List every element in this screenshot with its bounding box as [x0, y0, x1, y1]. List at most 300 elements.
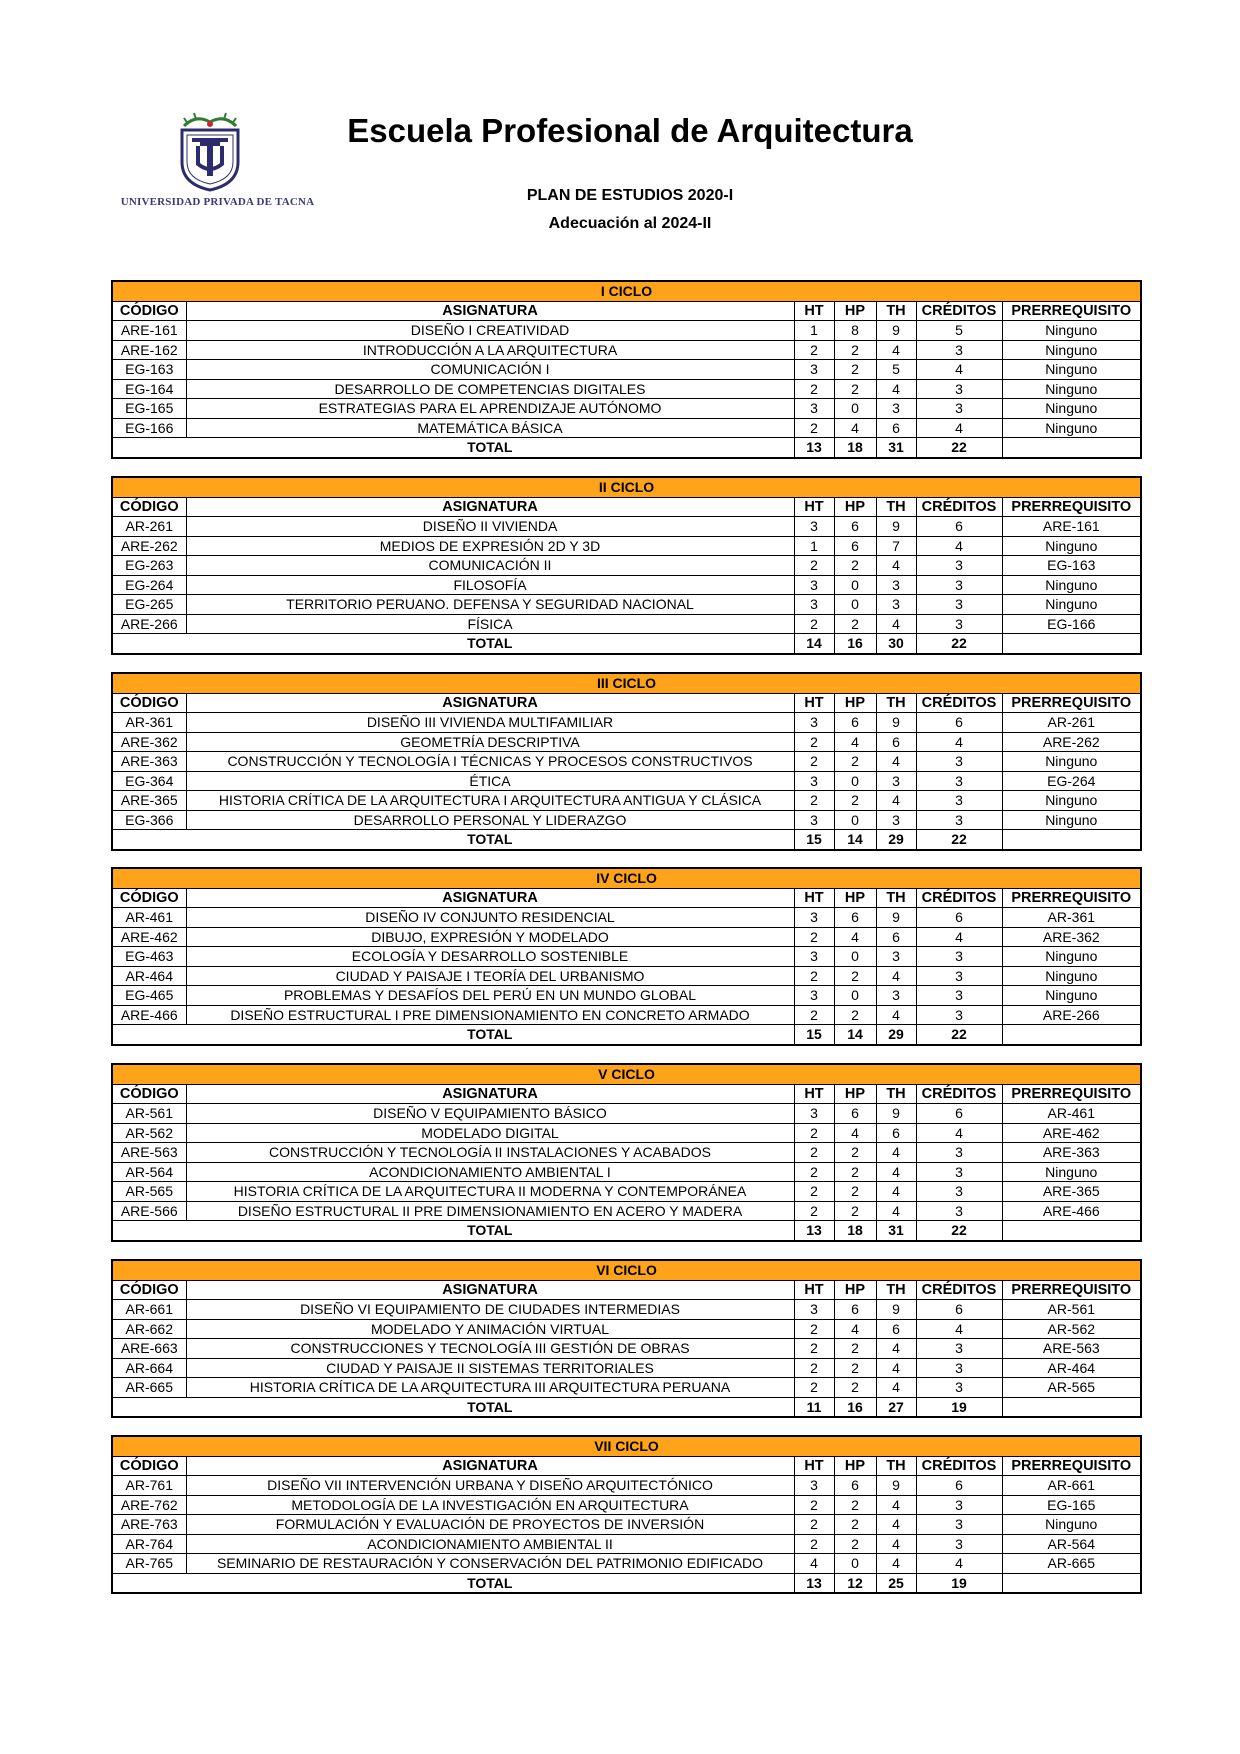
cell-hp: 4: [834, 927, 876, 947]
cell-hp: 0: [834, 810, 876, 830]
total-row: [112, 1397, 1141, 1417]
cell-subject: ÉTICA: [186, 771, 794, 791]
total-value: 18: [834, 438, 876, 458]
cell-hp: 2: [834, 1378, 876, 1398]
cell-ht: 2: [794, 1339, 834, 1359]
table-row: [112, 614, 1141, 634]
cell-hp: 2: [834, 1182, 876, 1202]
column-header-hp: HP: [834, 1084, 876, 1104]
total-label: TOTAL: [186, 1573, 794, 1593]
cell-ht: 2: [794, 927, 834, 947]
cell-ht: 3: [794, 947, 834, 967]
total-value: 31: [876, 438, 916, 458]
table-row: [112, 1476, 1141, 1496]
cell-code: ARE-162: [112, 340, 186, 360]
cell-hp: 6: [834, 536, 876, 556]
table-row: [112, 1495, 1141, 1515]
cell-ht: 3: [794, 399, 834, 419]
cell-th: 6: [876, 1123, 916, 1143]
table-row: [112, 966, 1141, 986]
university-name: UNIVERSIDAD PRIVADA DE TACNA: [120, 196, 315, 208]
cell-hp: 0: [834, 399, 876, 419]
cell-prereq: AR-562: [1002, 1319, 1141, 1339]
cell-prereq: EG-166: [1002, 614, 1141, 634]
table-row: [112, 791, 1141, 811]
column-header-hp: HP: [834, 1456, 876, 1476]
table-row: [112, 986, 1141, 1006]
cell-ht: 3: [794, 810, 834, 830]
cell-th: 3: [876, 399, 916, 419]
cell-ht: 2: [794, 1378, 834, 1398]
total-value: 13: [794, 1573, 834, 1593]
table-row: [112, 713, 1141, 733]
cell-ht: 2: [794, 1515, 834, 1535]
cell-th: 4: [876, 752, 916, 772]
cell-prereq: Ninguno: [1002, 340, 1141, 360]
column-header-credits: CRÉDITOS: [916, 1280, 1002, 1300]
cycle-table: [111, 280, 1142, 459]
cell-credits: 3: [916, 1201, 1002, 1221]
table-row: [112, 1162, 1141, 1182]
total-value: 27: [876, 1397, 916, 1417]
total-row: [112, 1221, 1141, 1241]
total-value: 22: [916, 830, 1002, 850]
cell-subject: GEOMETRÍA DESCRIPTIVA: [186, 732, 794, 752]
cell-hp: 6: [834, 713, 876, 733]
cell-th: 9: [876, 321, 916, 341]
cell-prereq: ARE-365: [1002, 1182, 1141, 1202]
total-value: 18: [834, 1221, 876, 1241]
cell-code: AR-761: [112, 1476, 186, 1496]
column-header-credits: CRÉDITOS: [916, 301, 1002, 321]
cell-ht: 3: [794, 713, 834, 733]
total-value: 13: [794, 438, 834, 458]
column-header-prereq: PRERREQUISITO: [1002, 1456, 1141, 1476]
column-header-credits: CRÉDITOS: [916, 1456, 1002, 1476]
cell-th: 3: [876, 595, 916, 615]
cell-subject: CIUDAD Y PAISAJE II SISTEMAS TERRITORIALES: [186, 1358, 794, 1378]
cell-hp: 0: [834, 575, 876, 595]
cell-th: 4: [876, 1515, 916, 1535]
cell-ht: 3: [794, 986, 834, 1006]
total-value: 22: [916, 438, 1002, 458]
cell-prereq: Ninguno: [1002, 379, 1141, 399]
total-value: 29: [876, 830, 916, 850]
total-label: TOTAL: [186, 634, 794, 654]
cell-ht: 3: [794, 360, 834, 380]
cell-code: ARE-161: [112, 321, 186, 341]
cell-prereq: Ninguno: [1002, 1515, 1141, 1535]
column-header-hp: HP: [834, 888, 876, 908]
total-value: 14: [834, 830, 876, 850]
cell-subject: ESTRATEGIAS PARA EL APRENDIZAJE AUTÓNOMO: [186, 399, 794, 419]
cell-prereq: AR-665: [1002, 1554, 1141, 1574]
cycle-table: [111, 1259, 1142, 1418]
cell-code: EG-263: [112, 556, 186, 576]
table-row: [112, 1300, 1141, 1320]
cell-subject: MODELADO DIGITAL: [186, 1123, 794, 1143]
cell-th: 3: [876, 575, 916, 595]
cell-code: AR-562: [112, 1123, 186, 1143]
cell-hp: 2: [834, 1534, 876, 1554]
cell-credits: 5: [916, 321, 1002, 341]
cell-ht: 3: [794, 771, 834, 791]
cell-prereq: Ninguno: [1002, 399, 1141, 419]
cell-th: 6: [876, 1319, 916, 1339]
cell-subject: HISTORIA CRÍTICA DE LA ARQUITECTURA III ARQUITECTURA PERUANA: [186, 1378, 794, 1398]
cell-ht: 2: [794, 1005, 834, 1025]
cell-hp: 0: [834, 986, 876, 1006]
cell-th: 4: [876, 1378, 916, 1398]
cell-th: 9: [876, 1300, 916, 1320]
cell-prereq: ARE-266: [1002, 1005, 1141, 1025]
cell-prereq: EG-163: [1002, 556, 1141, 576]
cell-credits: 3: [916, 1005, 1002, 1025]
cell-ht: 3: [794, 595, 834, 615]
cell-credits: 6: [916, 713, 1002, 733]
plan-subtitle: PLAN DE ESTUDIOS 2020-I: [526, 187, 734, 204]
cell-hp: 2: [834, 1162, 876, 1182]
cell-code: ARE-363: [112, 752, 186, 772]
column-header-subject: ASIGNATURA: [186, 1084, 794, 1104]
column-header-prereq: PRERREQUISITO: [1002, 693, 1141, 713]
cell-ht: 2: [794, 1495, 834, 1515]
cell-th: 3: [876, 810, 916, 830]
total-value: 29: [876, 1025, 916, 1045]
cell-hp: 2: [834, 752, 876, 772]
cycle-table: [111, 672, 1142, 851]
cycle-title: V CICLO: [112, 1064, 1141, 1084]
cell-subject: DESARROLLO PERSONAL Y LIDERAZGO: [186, 810, 794, 830]
cell-credits: 3: [916, 575, 1002, 595]
column-header-th: TH: [876, 1280, 916, 1300]
total-label: TOTAL: [186, 1221, 794, 1241]
cell-subject: MODELADO Y ANIMACIÓN VIRTUAL: [186, 1319, 794, 1339]
cell-hp: 6: [834, 1476, 876, 1496]
column-header-ht: HT: [794, 693, 834, 713]
total-value: 16: [834, 1397, 876, 1417]
cell-hp: 2: [834, 360, 876, 380]
table-row: [112, 1143, 1141, 1163]
total-value: 19: [916, 1573, 1002, 1593]
table-row: [112, 399, 1141, 419]
cell-code: AR-764: [112, 1534, 186, 1554]
cell-subject: DISEÑO ESTRUCTURAL I PRE DIMENSIONAMIENTO EN CONCRETO ARMADO: [186, 1005, 794, 1025]
university-seal-icon: [176, 112, 244, 192]
cell-credits: 3: [916, 1515, 1002, 1535]
cell-subject: HISTORIA CRÍTICA DE LA ARQUITECTURA I ARQUITECTURA ANTIGUA Y CLÁSICA: [186, 791, 794, 811]
cell-credits: 3: [916, 1378, 1002, 1398]
adequation-subtitle: Adecuación al 2024-II: [548, 215, 712, 232]
cycle-title: II CICLO: [112, 477, 1141, 497]
cell-subject: CONSTRUCCIÓN Y TECNOLOGÍA I TÉCNICAS Y PROCESOS CONSTRUCTIVOS: [186, 752, 794, 772]
cell-th: 4: [876, 1201, 916, 1221]
cell-ht: 2: [794, 791, 834, 811]
cell-code: ARE-563: [112, 1143, 186, 1163]
column-header-code: CÓDIGO: [112, 693, 186, 713]
cell-code: AR-561: [112, 1104, 186, 1124]
cell-ht: 4: [794, 1554, 834, 1574]
total-label: TOTAL: [186, 438, 794, 458]
cell-ht: 2: [794, 752, 834, 772]
column-header-ht: HT: [794, 301, 834, 321]
cell-th: 9: [876, 517, 916, 537]
column-header-prereq: PRERREQUISITO: [1002, 1280, 1141, 1300]
column-header-subject: ASIGNATURA: [186, 888, 794, 908]
table-row: [112, 927, 1141, 947]
column-header-code: CÓDIGO: [112, 1084, 186, 1104]
column-header-hp: HP: [834, 301, 876, 321]
cell-ht: 3: [794, 1104, 834, 1124]
cell-th: 4: [876, 966, 916, 986]
cell-th: 9: [876, 908, 916, 928]
cell-th: 7: [876, 536, 916, 556]
cell-prereq: EG-165: [1002, 1495, 1141, 1515]
cell-code: AR-565: [112, 1182, 186, 1202]
cell-prereq: Ninguno: [1002, 791, 1141, 811]
cell-credits: 4: [916, 360, 1002, 380]
cell-ht: 3: [794, 517, 834, 537]
table-row: [112, 1182, 1141, 1202]
column-header-prereq: PRERREQUISITO: [1002, 497, 1141, 517]
column-header-ht: HT: [794, 497, 834, 517]
table-row: [112, 1201, 1141, 1221]
cell-credits: 3: [916, 947, 1002, 967]
cell-prereq: Ninguno: [1002, 947, 1141, 967]
cycle-table: [111, 867, 1142, 1046]
cell-th: 4: [876, 1162, 916, 1182]
column-header-th: TH: [876, 301, 916, 321]
cell-th: 6: [876, 418, 916, 438]
cell-th: 4: [876, 340, 916, 360]
cell-credits: 3: [916, 399, 1002, 419]
cell-subject: CIUDAD Y PAISAJE I TEORÍA DEL URBANISMO: [186, 966, 794, 986]
cell-th: 4: [876, 1495, 916, 1515]
table-row: [112, 1554, 1141, 1574]
cell-ht: 3: [794, 1476, 834, 1496]
cell-prereq: EG-264: [1002, 771, 1141, 791]
cell-prereq: AR-461: [1002, 1104, 1141, 1124]
cell-ht: 2: [794, 418, 834, 438]
cell-credits: 3: [916, 966, 1002, 986]
total-value: 13: [794, 1221, 834, 1241]
cell-credits: 3: [916, 1358, 1002, 1378]
cell-th: 3: [876, 986, 916, 1006]
cell-credits: 3: [916, 595, 1002, 615]
cell-ht: 1: [794, 321, 834, 341]
cell-ht: 2: [794, 966, 834, 986]
cell-ht: 2: [794, 1182, 834, 1202]
cell-hp: 4: [834, 1319, 876, 1339]
cell-hp: 2: [834, 1358, 876, 1378]
cell-subject: TERRITORIO PERUANO. DEFENSA Y SEGURIDAD NACIONAL: [186, 595, 794, 615]
cell-subject: DISEÑO III VIVIENDA MULTIFAMILIAR: [186, 713, 794, 733]
cell-credits: 3: [916, 752, 1002, 772]
cell-prereq: ARE-363: [1002, 1143, 1141, 1163]
cell-th: 4: [876, 1005, 916, 1025]
cycle-table: [111, 1063, 1142, 1242]
table-row: [112, 1515, 1141, 1535]
cell-subject: CONSTRUCCIÓN Y TECNOLOGÍA II INSTALACIONES Y ACABADOS: [186, 1143, 794, 1163]
cell-prereq: ARE-462: [1002, 1123, 1141, 1143]
cell-credits: 6: [916, 908, 1002, 928]
cell-subject: ECOLOGÍA Y DESARROLLO SOSTENIBLE: [186, 947, 794, 967]
cell-credits: 3: [916, 379, 1002, 399]
total-value: 15: [794, 1025, 834, 1045]
cell-th: 9: [876, 1476, 916, 1496]
table-row: [112, 810, 1141, 830]
cell-credits: 4: [916, 732, 1002, 752]
total-value: 25: [876, 1573, 916, 1593]
cell-hp: 2: [834, 1143, 876, 1163]
cell-credits: 6: [916, 517, 1002, 537]
cell-ht: 3: [794, 908, 834, 928]
cell-code: ARE-763: [112, 1515, 186, 1535]
cell-th: 6: [876, 732, 916, 752]
table-row: [112, 771, 1141, 791]
total-value: 16: [834, 634, 876, 654]
cell-credits: 4: [916, 927, 1002, 947]
cell-credits: 3: [916, 1495, 1002, 1515]
cell-hp: 8: [834, 321, 876, 341]
cell-credits: 6: [916, 1104, 1002, 1124]
cell-code: ARE-462: [112, 927, 186, 947]
column-header-prereq: PRERREQUISITO: [1002, 1084, 1141, 1104]
cell-subject: MATEMÁTICA BÁSICA: [186, 418, 794, 438]
cell-subject: COMUNICACIÓN II: [186, 556, 794, 576]
cell-th: 3: [876, 947, 916, 967]
table-row: [112, 556, 1141, 576]
cell-code: EG-465: [112, 986, 186, 1006]
cell-hp: 6: [834, 517, 876, 537]
column-header-ht: HT: [794, 1280, 834, 1300]
cell-code: EG-163: [112, 360, 186, 380]
column-header-subject: ASIGNATURA: [186, 497, 794, 517]
cell-credits: 3: [916, 1143, 1002, 1163]
column-header-hp: HP: [834, 1280, 876, 1300]
cell-subject: DISEÑO VI EQUIPAMIENTO DE CIUDADES INTERMEDIAS: [186, 1300, 794, 1320]
cell-hp: 6: [834, 908, 876, 928]
column-header-hp: HP: [834, 693, 876, 713]
cell-credits: 4: [916, 1319, 1002, 1339]
cell-credits: 3: [916, 614, 1002, 634]
cell-credits: 6: [916, 1476, 1002, 1496]
cell-code: AR-261: [112, 517, 186, 537]
total-value: 15: [794, 830, 834, 850]
cell-th: 4: [876, 791, 916, 811]
cell-code: ARE-266: [112, 614, 186, 634]
cell-subject: DESARROLLO DE COMPETENCIAS DIGITALES: [186, 379, 794, 399]
cell-code: ARE-262: [112, 536, 186, 556]
cell-subject: MEDIOS DE EXPRESIÓN 2D Y 3D: [186, 536, 794, 556]
cell-code: AR-661: [112, 1300, 186, 1320]
cell-code: EG-463: [112, 947, 186, 967]
total-value: 30: [876, 634, 916, 654]
cell-hp: 2: [834, 1515, 876, 1535]
cell-hp: 2: [834, 791, 876, 811]
cell-hp: 2: [834, 1495, 876, 1515]
cell-prereq: ARE-161: [1002, 517, 1141, 537]
total-row: [112, 438, 1141, 458]
table-row: [112, 752, 1141, 772]
cell-ht: 2: [794, 614, 834, 634]
cell-subject: INTRODUCCIÓN A LA ARQUITECTURA: [186, 340, 794, 360]
cell-hp: 4: [834, 1123, 876, 1143]
total-value: 11: [794, 1397, 834, 1417]
cycle-table: [111, 476, 1142, 655]
cell-prereq: Ninguno: [1002, 575, 1141, 595]
cell-prereq: AR-564: [1002, 1534, 1141, 1554]
cell-subject: DISEÑO IV CONJUNTO RESIDENCIAL: [186, 908, 794, 928]
cell-code: AR-662: [112, 1319, 186, 1339]
column-header-code: CÓDIGO: [112, 888, 186, 908]
cell-hp: 0: [834, 595, 876, 615]
cell-credits: 3: [916, 771, 1002, 791]
cell-code: EG-366: [112, 810, 186, 830]
table-row: [112, 947, 1141, 967]
cycle-title: VII CICLO: [112, 1436, 1141, 1456]
column-header-code: CÓDIGO: [112, 1456, 186, 1476]
cell-ht: 2: [794, 379, 834, 399]
cell-ht: 2: [794, 1123, 834, 1143]
cell-th: 4: [876, 1339, 916, 1359]
table-row: [112, 1123, 1141, 1143]
column-header-prereq: PRERREQUISITO: [1002, 301, 1141, 321]
column-header-subject: ASIGNATURA: [186, 301, 794, 321]
total-value: 22: [916, 634, 1002, 654]
table-row: [112, 1378, 1141, 1398]
column-header-subject: ASIGNATURA: [186, 693, 794, 713]
total-label: TOTAL: [186, 1025, 794, 1045]
table-row: [112, 575, 1141, 595]
cell-subject: COMUNICACIÓN I: [186, 360, 794, 380]
column-header-th: TH: [876, 1456, 916, 1476]
cell-subject: METODOLOGÍA DE LA INVESTIGACIÓN EN ARQUITECTURA: [186, 1495, 794, 1515]
cell-hp: 2: [834, 1005, 876, 1025]
cell-prereq: Ninguno: [1002, 321, 1141, 341]
table-row: [112, 321, 1141, 341]
page-title: Escuela Profesional de Arquitectura: [347, 112, 913, 149]
cell-hp: 2: [834, 614, 876, 634]
cell-prereq: Ninguno: [1002, 536, 1141, 556]
cell-subject: DISEÑO ESTRUCTURAL II PRE DIMENSIONAMIENTO EN ACERO Y MADERA: [186, 1201, 794, 1221]
total-label: TOTAL: [186, 830, 794, 850]
cell-credits: 4: [916, 1554, 1002, 1574]
column-header-ht: HT: [794, 1456, 834, 1476]
table-row: [112, 517, 1141, 537]
cell-prereq: AR-361: [1002, 908, 1141, 928]
cell-th: 4: [876, 614, 916, 634]
cell-subject: ACONDICIONAMIENTO AMBIENTAL II: [186, 1534, 794, 1554]
column-header-code: CÓDIGO: [112, 301, 186, 321]
cell-credits: 4: [916, 536, 1002, 556]
column-header-credits: CRÉDITOS: [916, 888, 1002, 908]
cell-credits: 3: [916, 1182, 1002, 1202]
cell-prereq: AR-661: [1002, 1476, 1141, 1496]
cell-th: 4: [876, 1554, 916, 1574]
cell-subject: DISEÑO V EQUIPAMIENTO BÁSICO: [186, 1104, 794, 1124]
cell-subject: DISEÑO II VIVIENDA: [186, 517, 794, 537]
cell-code: AR-464: [112, 966, 186, 986]
cell-ht: 2: [794, 732, 834, 752]
cell-th: 4: [876, 1358, 916, 1378]
cell-code: EG-265: [112, 595, 186, 615]
total-value: 14: [794, 634, 834, 654]
column-header-credits: CRÉDITOS: [916, 1084, 1002, 1104]
column-header-credits: CRÉDITOS: [916, 693, 1002, 713]
cell-prereq: Ninguno: [1002, 1162, 1141, 1182]
cell-prereq: Ninguno: [1002, 810, 1141, 830]
